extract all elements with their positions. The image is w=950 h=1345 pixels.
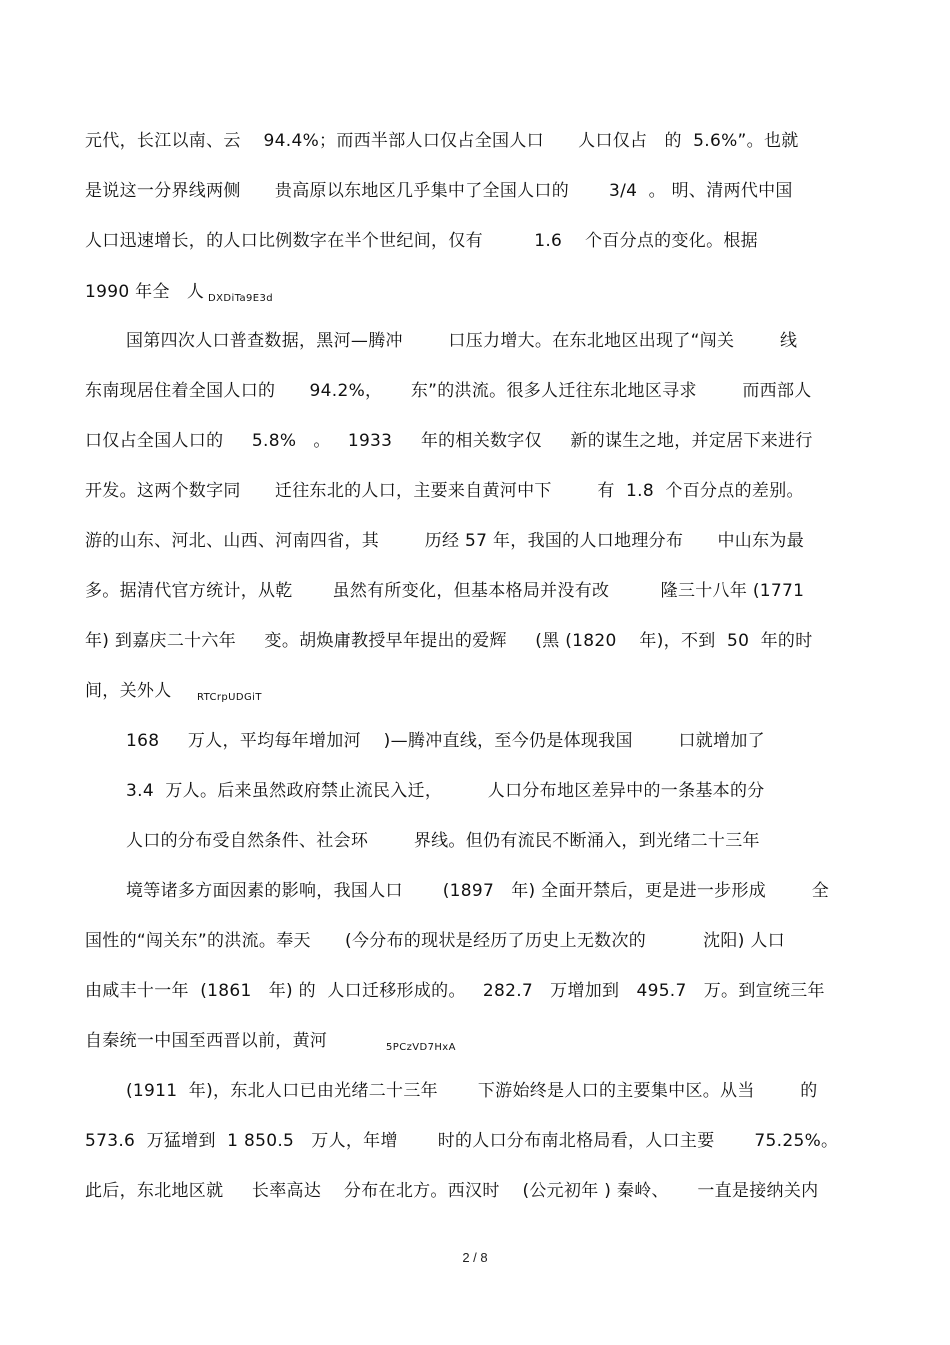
text-line-17: 国性的“闯关东”的洪流。奉天 (今分布的现状是经历了历史上无数次的 沈阳) 人口 [85, 931, 785, 951]
text-line-18: 由咸丰十一年 (1861 年) 的 人口迁移形成的。 282.7 万增加到 495.7 万。到宣统三年 [85, 981, 825, 1001]
text-line-15: 人口的分布受自然条件、社会环 界线。但仍有流民不断涌入，到光绪二十三年 [126, 831, 760, 851]
text-line-2: 是说这一分界线两侧 贵高原以东地区几乎集中了全国人口的 3/4 。 明、清两代中国 [85, 181, 793, 201]
text-line-16: 境等诸多方面因素的影响，我国人口 (1897 年) 全面开禁后，更是进一步形成 全 [126, 881, 829, 901]
doc-code-1: DXDiTa9E3d [208, 293, 274, 304]
text-line-5: 国第四次人口普查数据，黑河—腾冲 口压力增大。在东北地区出现了“闯关 线 [126, 331, 798, 351]
page-number: 2 / 8 [462, 1250, 488, 1265]
text-line-12: 间，关外人 [85, 681, 172, 701]
text-line-14: 3.4 万人。后来虽然政府禁止流民入迁， 人口分布地区差异中的一条基本的分 [126, 781, 765, 801]
text-line-8: 开发。这两个数字同 迁往东北的人口，主要来自黄河中下 有 1.8 个百分点的差别。 [85, 481, 804, 501]
text-line-3: 人口迅速增长，的人口比例数字在半个世纪间，仅有 1.6 个百分点的变化。根据 [85, 231, 758, 251]
text-line-9: 游的山东、河北、山西、河南四省，其 历经 57 年，我国的人口地理分布 中山东为最 [85, 531, 804, 551]
text-line-21: 573.6 万猛增到 1 850.5 万人，年增 时的人口分布南北格局看，人口主要 75.25%。 [85, 1131, 839, 1151]
text-line-13: 168 万人，平均每年增加河 )—腾冲直线，至今仍是体现我国 口就增加了 [126, 731, 765, 751]
text-line-10: 多。据清代官方统计，从乾 虽然有所变化，但基本格局并没有改 隆三十八年 (1771 [85, 581, 805, 601]
text-line-22: 此后，东北地区就 长率高达 分布在北方。西汉时 (公元初年 ) 秦岭、 一直是接纳关内 [85, 1181, 819, 1201]
doc-code-3: 5PCzVD7HxA [386, 1042, 456, 1053]
text-line-19: 自秦统一中国至西晋以前，黄河 [85, 1031, 328, 1051]
text-line-1: 元代，长江以南、云 94.4%；而西半部人口仅占全国人口 人口仅占 的 5.6%”。也就 [85, 131, 799, 151]
text-line-6: 东南现居住着全国人口的 94.2%， 东”的洪流。很多人迁往东北地区寻求 而西部人 [85, 381, 812, 401]
text-line-7: 口仅占全国人口的 5.8% 。 1933 年的相关数字仅 新的谋生之地，并定居下来进行 [85, 431, 813, 451]
text-line-20: (1911 年)，东北人口已由光绪二十三年 下游始终是人口的主要集中区。从当 的 [126, 1081, 818, 1101]
text-line-4: 1990 年全 人 [85, 282, 205, 302]
text-line-11: 年) 到嘉庆二十六年 变。胡焕庸教授早年提出的爱辉 (黑 (1820 年)，不到 50 年的时 [85, 631, 813, 651]
doc-code-2: RTCrpUDGiT [197, 692, 262, 703]
